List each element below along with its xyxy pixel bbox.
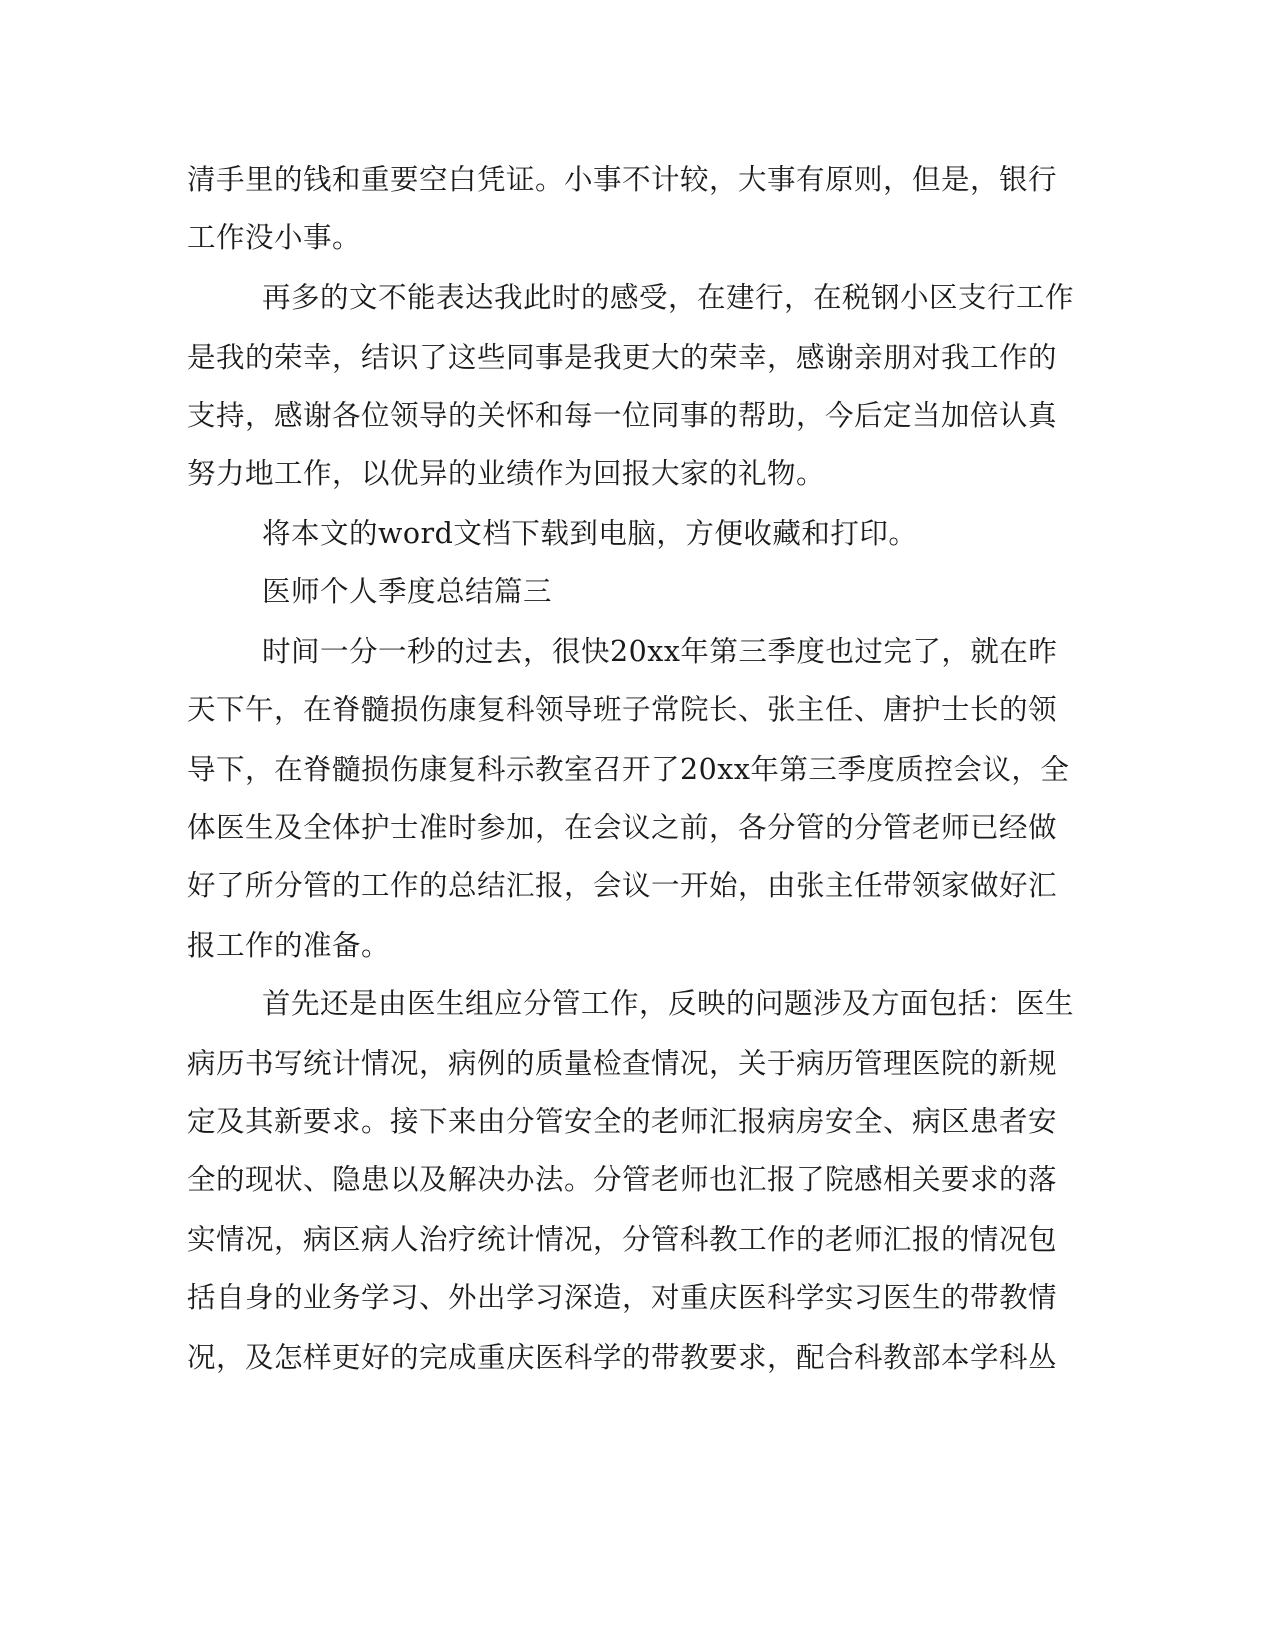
- text-line: 报工作的准备。: [187, 929, 391, 962]
- text-line: 全的现状、隐患以及解决办法。分管老师也汇报了院感相关要求的落: [187, 1163, 1058, 1196]
- text-line: 努力地工作，以优异的业绩作为回报大家的礼物。: [187, 457, 826, 490]
- paragraph-start-line: 再多的文不能表达我此时的感受，在建行，在税钢小区支行工作: [262, 281, 1075, 314]
- text-line: 实情况，病区病人治疗统计情况，分管科教工作的老师汇报的情况包: [187, 1223, 1058, 1256]
- text-line: 好了所分管的工作的总结汇报，会议一开始，由张主任带领家做好汇: [187, 869, 1058, 902]
- text-line: 况，及怎样更好的完成重庆医科学的带教要求，配合科教部本学科丛: [187, 1341, 1058, 1374]
- text-line: 定及其新要求。接下来由分管安全的老师汇报病房安全、病区患者安: [187, 1105, 1058, 1138]
- text-line: 是我的荣幸，结识了这些同事是我更大的荣幸，感谢亲朋对我工作的: [187, 341, 1058, 374]
- text-line: 支持，感谢各位领导的关怀和每一位同事的帮助，今后定当加倍认真: [187, 399, 1058, 432]
- text-line: 清手里的钱和重要空白凭证。小事不计较，大事有原则，但是，银行: [187, 163, 1058, 196]
- text-line: 工作没小事。: [187, 221, 362, 254]
- section-heading: 医师个人季度总结篇三: [262, 575, 553, 608]
- text-line: 括自身的业务学习、外出学习深造，对重庆医科学实习医生的带教情: [187, 1281, 1058, 1314]
- text-line: 体医生及全体护士准时参加，在会议之前，各分管的分管老师已经做: [187, 811, 1058, 844]
- download-note-line: 将本文的word文档下载到电脑，方便收藏和打印。: [262, 517, 918, 550]
- text-line: 病历书写统计情况，病例的质量检查情况，关于病历管理医院的新规: [187, 1047, 1058, 1080]
- text-line: 天下午，在脊髓损伤康复科领导班子常院长、张主任、唐护士长的领: [187, 693, 1058, 726]
- paragraph-start-line: 时间一分一秒的过去，很快20xx年第三季度也过完了，就在昨: [262, 635, 1058, 668]
- paragraph-start-line: 首先还是由医生组应分管工作，反映的问题涉及方面包括：医生: [262, 987, 1075, 1020]
- text-line: 导下，在脊髓损伤康复科示教室召开了20xx年第三季度质控会议，全: [187, 753, 1070, 786]
